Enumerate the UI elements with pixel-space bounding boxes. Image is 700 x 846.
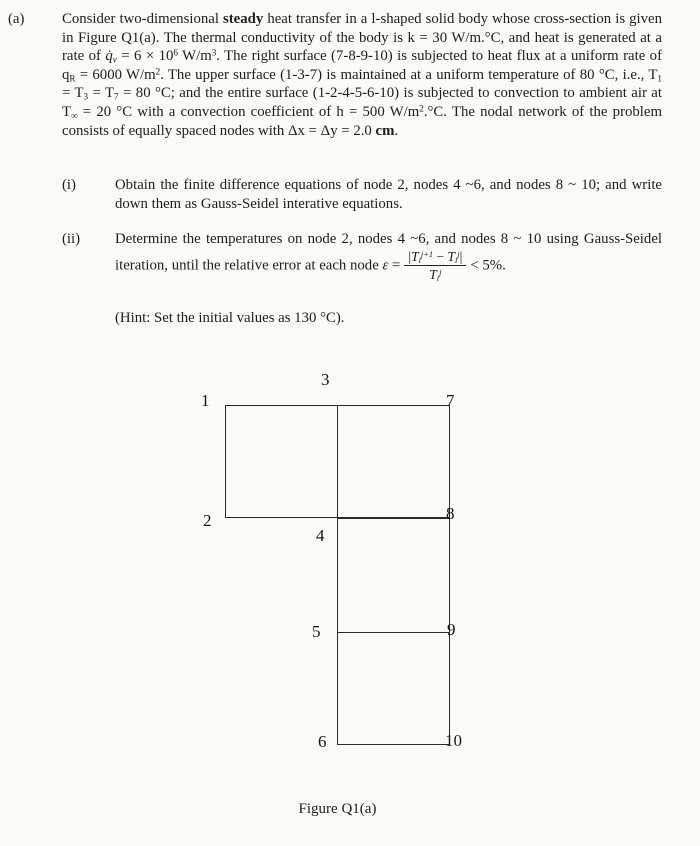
figure-divider-horizontal: [338, 632, 450, 633]
item-i-label: (i): [62, 177, 76, 194]
part-label: (a): [8, 11, 25, 27]
item-ii-lead: Determine the temperatures on node 2, nodes 4 ~6, and nodes 8 ~ 10 using Gauss-Seidel iteration, until the relative error at each node ε =: [115, 231, 662, 274]
node-label-2: 2: [203, 511, 212, 530]
node-label-8: 8: [446, 504, 455, 523]
formula-numerator: $|T_i^{j+1} - T_i^j|$: [404, 249, 466, 267]
question-intro: Consider two-dimensional steady heat transfer in a l-shaped solid body whose cross-section is given in Figure Q1(a). The thermal conductivity of the body is k = 30 W/m.°C, and heat is generated at a rate of $q̇_v = 6 \times 10^6$ $W/m^3$. The right surface (7-8-9-10) is subjected to heat flux at a uniform rate of $q_R = 6000$ $W/m^2$. The upper surface (1-3-7) is maintained at a uniform temperature of 80 °C, i.e., $T_1 = T_3 = T_7 = 80$ °C; and the entire surface (1-2-4-5-6-10) is subjected to convection to ambient air at $T_\infty = 20$ °C with a convection coefficient of h = 500 $W/m^2.^\circ C$. The nodal network of the problem consists of equally spaced nodes with Δx = Δy = 2.0 cm.: [62, 11, 663, 139]
node-label-3: 3: [321, 370, 330, 389]
figure-caption: Figure Q1(a): [298, 801, 377, 817]
formula-tail: < 5%.: [470, 257, 506, 274]
item-i-text: Obtain the finite difference equations of node 2, nodes 4 ~6, and nodes 8 ~ 10; and write down them as Gauss-Seidel interative equations.: [115, 177, 662, 212]
node-label-1: 1: [201, 391, 210, 410]
item-ii-label: (ii): [62, 231, 81, 248]
node-label-9: 9: [447, 620, 456, 639]
node-label-5: 5: [312, 622, 321, 641]
node-label-10: 10: [445, 731, 462, 750]
hint-text: (Hint: Set the initial values as 130 °C).: [115, 309, 345, 326]
figure-divider-vertical: [337, 405, 338, 518]
node-label-7: 7: [446, 391, 455, 410]
node-label-4: 4: [316, 526, 325, 545]
formula-denominator: $T_i^j$: [429, 267, 442, 284]
node-label-6: 6: [318, 732, 327, 751]
